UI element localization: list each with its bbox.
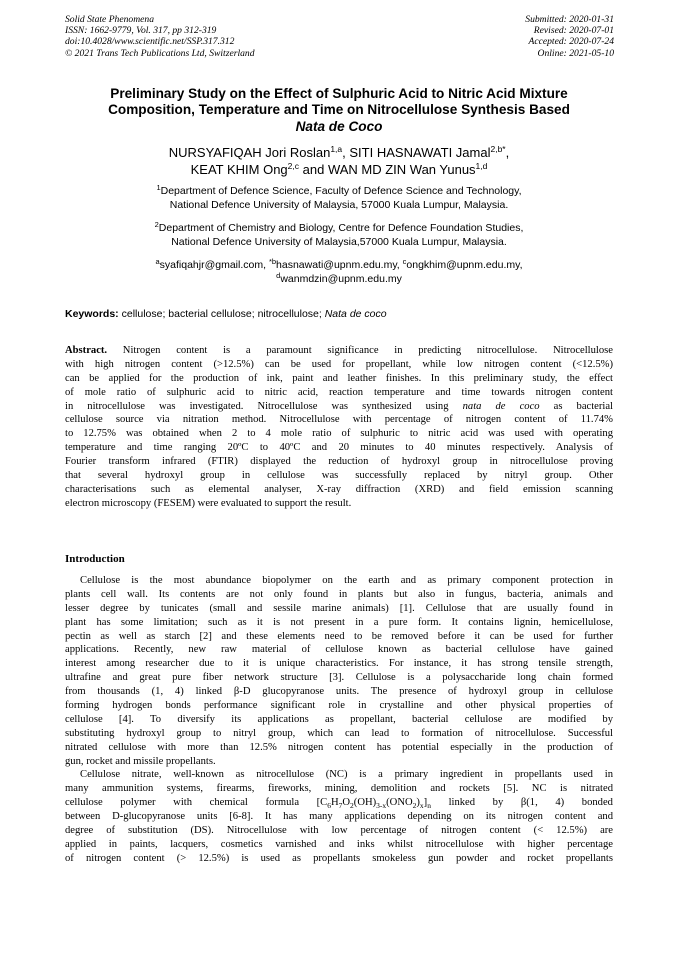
body-line: plants cell wall. Its contents are not only found in plants but also in fungus, bacteria, animals and <box>65 588 613 600</box>
email-sup: d <box>276 270 281 280</box>
formula-part: ) <box>416 797 420 809</box>
formula-part: ] <box>423 797 428 809</box>
body-text: cellulose polymer with chemical formula [C <box>65 797 328 809</box>
abstract-line: electron microscopy (FESEM) were evaluated to support the result. <box>65 497 352 509</box>
body-line: lesser degree by tunicates (small and sessile marine animals) [1]. Cellulose that are usually found in <box>65 602 613 614</box>
title-line-2: Composition, Temperature and Time on Nitrocellulose Synthesis Based <box>108 102 570 118</box>
abstract-line: cellulose source via nitration method. Nitrocellulose with percentage of nitrogen content of 11.74% <box>65 414 613 426</box>
formula-part: O <box>342 797 351 809</box>
journal-info <box>65 14 255 59</box>
author-name: NURSYAFIQAH Jori Roslan <box>168 145 331 160</box>
email-link[interactable]: wanmdzin@upnm.edu.my <box>280 272 402 285</box>
formula-sub: 2 <box>412 801 417 811</box>
body-line: Cellulose nitrate, well-known as nitrocellulose (NC) is a primary ingredient in propellants used in <box>80 769 613 781</box>
journal-name: Solid State Phenomena <box>65 14 154 25</box>
abstract-text: in nitrocellulose was investigated. Nitrocellulose was synthesized using <box>65 400 463 412</box>
keywords-italic: Nata de coco <box>324 308 387 320</box>
body-line: of nitrogen content (> 12.5%) is used as propellants smokeless gun powder and rocket propellants <box>65 852 613 864</box>
formula-part: (ONO <box>386 797 413 809</box>
affiliation-number: 1 <box>156 183 161 192</box>
abstract-line: characterisations such as elemental analyser, X-ray diffraction (XRD) and field emission scanning <box>65 483 613 495</box>
journal-copyright: © 2021 Trans Tech Publications Ltd, Switzerland <box>65 47 255 59</box>
abstract-label: Abstract. <box>65 345 108 356</box>
formula-sub: x <box>419 801 424 811</box>
affiliation-text: National Defence University of Malaysia,57000 Kuala Lumpur, Malaysia. <box>171 235 507 248</box>
keywords <box>65 308 387 320</box>
date-accepted: Accepted: 2020-07-24 <box>528 36 614 48</box>
abstract-line: Fourier transform infrared (FTIR) displayed the reduction of hydroxyl group in nitrocellulose proving <box>65 456 613 468</box>
body-line: interest among researcher due to it is unique characteristics. For instance, it has strong tensile strength, <box>65 658 613 670</box>
body-line: Cellulose is the most abundance biopolymer on the earth and as primary component protection in <box>80 575 613 586</box>
keywords-label: Keywords: <box>65 308 119 320</box>
email-link[interactable]: hasnawati@upnm.edu.my, <box>276 259 403 271</box>
formula-sub: 2 <box>350 801 354 811</box>
affiliation-text: Department of Chemistry and Biology, Centre for Defence Foundation Studies, <box>158 222 524 234</box>
date-submitted: Submitted: 2020-01-31 <box>525 14 614 25</box>
authors-line-2 <box>40 162 638 179</box>
body-line: plant has some limitation; such as it is not present in a pure form. It contains lignin, hemicellulose, <box>65 616 613 628</box>
journal-doi: doi:10.4028/www.scientific.net/SSP.317.312 <box>65 36 235 48</box>
affiliation-1 <box>40 185 638 212</box>
introduction-body <box>65 574 613 866</box>
formula-sub: 3-x <box>376 801 387 811</box>
body-line: nitrated cellulose with more than 12.5% nitrogen content has potential especially in the production of <box>65 741 613 753</box>
formula-sub: 7 <box>338 801 343 811</box>
email-sup: c <box>402 257 407 266</box>
abstract-line: that several hydroxyl group in cellulose was successfully replaced by nitryl group. Other <box>65 470 613 482</box>
section-heading: Introduction <box>65 553 125 565</box>
abstract-line: to 12.75% was obtained when 2 to 4 mole ratio of sulphuric to nitric acid was used with operating <box>65 428 613 440</box>
abstract <box>65 344 613 511</box>
submission-dates <box>525 14 614 59</box>
abstract-line: of mole ratio of sulphuric acid to nitric acid, reaction temperature and time towards nitrogen content <box>65 386 613 398</box>
formula-sub: n <box>427 801 431 811</box>
body-line: substituting hydroxyl group to nitryl group, which can lead to formation of nitrocellulose. Successful <box>65 727 613 739</box>
date-revised: Revised: 2020-07-01 <box>533 25 614 37</box>
author-separator: , <box>342 145 350 160</box>
body-line-formula <box>65 796 613 810</box>
author-sup: 2,c <box>287 160 300 171</box>
author-name: WAN MD ZIN Wan Yunus <box>327 161 476 177</box>
body-line: degree of substitution (DS). Nitrocellulose with low percentage of nitrogen content (< 12.5%) are <box>65 825 613 837</box>
journal-issn: ISSN: 1662-9779, Vol. 317, pp 312-319 <box>65 25 217 37</box>
abstract-text: Nitrogen content is a paramount significance in predicting nitrocellulose. Nitrocellulose <box>107 345 613 356</box>
email-sup: *b <box>268 257 277 266</box>
author-list <box>40 145 638 178</box>
body-text: linked by β(1, 4) bonded <box>430 797 613 809</box>
formula-part: H <box>330 797 339 809</box>
keywords-text: cellulose; bacterial cellulose; nitrocellulose; <box>118 308 325 320</box>
body-line: pectin as well as starch [2] and these elements need to be removed before it can be used for further <box>65 630 613 642</box>
affiliation-2 <box>40 222 638 249</box>
affiliation-number: 2 <box>154 220 159 229</box>
title-line-3: Nata de Coco <box>295 118 383 134</box>
abstract-line <box>65 400 613 414</box>
body-line: applied in paints, lacquers, cosmetics varnished and inks whilst nitrocellulose with higher percentage <box>65 838 613 850</box>
body-line: between D-glucopyranose units [6-8]. It has many applications depending on its nitrogen content and <box>65 811 613 823</box>
formula-part: (OH) <box>353 797 377 809</box>
title-line-1: Preliminary Study on the Effect of Sulphuric Acid to Nitric Acid Mixture <box>110 86 568 101</box>
author-emails <box>40 259 638 286</box>
affiliation-text: National Defence University of Malaysia, 57000 Kuala Lumpur, Malaysia. <box>169 198 509 211</box>
body-line: many ammunition systems, firearms, fireworks, mining, demolition and rockets [5]. NC is nitrated <box>65 783 613 795</box>
author-separator: and <box>299 161 328 177</box>
author-sup: 2,b* <box>490 144 506 154</box>
body-line: ultrafine and great pure fiber network structure [3]. Cellulose is a polysaccharide long chain formed <box>65 672 613 684</box>
body-line: gun, rocket and missile propellants. <box>65 755 216 767</box>
abstract-italic: nata de coco <box>462 400 540 412</box>
affiliation-text: Department of Defence Science, Faculty of Defence Science and Technology, <box>160 185 522 197</box>
email-link[interactable]: syafiqahjr@gmail.com, <box>159 259 269 271</box>
body-line: applications. Recently, new raw material of cellulose known as bacterial cellulose have gained <box>65 644 613 656</box>
author-name: KEAT KHIM Ong <box>190 161 288 177</box>
author-sup: 1,a <box>330 144 343 154</box>
author-separator: , <box>505 145 510 160</box>
body-line: cellulose [4]. To diversify its applications as propellant, bacterial cellulose are modified by <box>65 713 613 725</box>
abstract-line <box>65 344 613 358</box>
body-line: forming hydrogen bonds performance significant role in crystalline and other physical properties of <box>65 700 613 712</box>
email-sup: a <box>155 257 160 266</box>
body-line: from thousands (1, 4) linked β-D glucopyranose units. The presence of hydroxyl group in cellulose <box>65 686 613 698</box>
authors-line-1 <box>40 145 638 162</box>
abstract-line: with high nitrogen content (>12.5%) can be used for propellant, while low nitrogen content (<12.5%) <box>65 358 613 370</box>
formula-sub: 6 <box>327 801 331 811</box>
abstract-line: can be applied for the production of ink, paint and leather finishes. In this preliminary study, the effect <box>65 372 613 384</box>
author-name: SITI HASNAWATI Jamal <box>349 145 491 160</box>
date-online: Online: 2021-05-10 <box>537 47 614 59</box>
paper-title <box>40 86 638 135</box>
author-sup: 1,d <box>475 160 488 171</box>
abstract-line: temperature and time ranging 20ºC to 40ºC and 20 minutes to 40 minutes respectively. Analysis of <box>65 442 613 454</box>
email-link[interactable]: ongkhim@upnm.edu.my, <box>406 259 523 271</box>
abstract-text: as bacterial <box>539 400 613 412</box>
